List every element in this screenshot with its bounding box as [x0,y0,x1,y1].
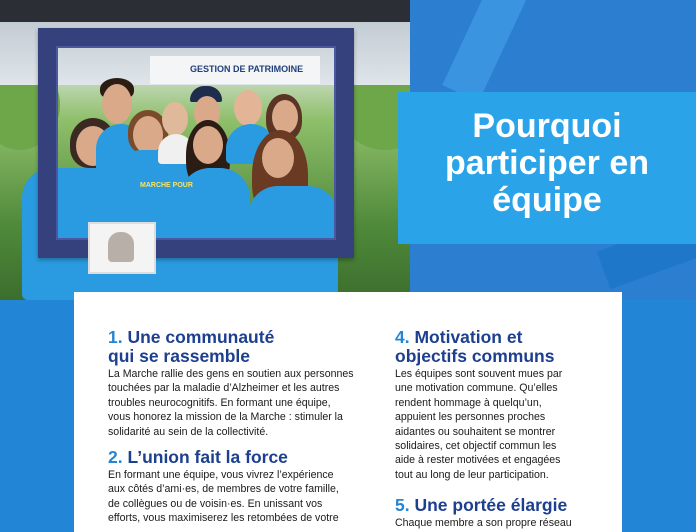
section-heading [108,448,373,467]
section-number: 4. [395,327,410,347]
section-heading [395,496,595,515]
body-line: appuient les personnes proches [395,411,546,424]
title-line: équipe [492,181,602,219]
section-body [395,516,595,530]
section-union [108,448,373,526]
decorative-stripe [442,0,537,102]
body-line: une motivation commune. Qu’elles [395,382,558,395]
body-line: La Marche rallie des gens en soutien aux personnes [108,368,354,380]
team-photo [0,0,410,300]
section-motivation [395,328,595,482]
section-number: 2. [108,447,123,468]
body-line: solidarité au sein de la collectivité. [108,425,269,438]
right-column [395,328,595,531]
section-body [395,367,595,482]
body-line: rendent hommage à quelqu’un, [395,396,542,409]
body-line: efforts, vous maximiserez les retombées de votre [108,512,339,525]
body-line: aide à rester motivées et engagées [395,454,561,467]
heading-line: Une communauté [127,327,275,347]
section-number: 5. [395,495,410,516]
section-heading [108,328,373,366]
body-line: En formant une équipe, vous vivrez l’expérience [108,469,334,482]
section-number: 1. [108,327,123,347]
section-community [108,328,373,439]
body-line: de collègues ou de voisin·es. En unissant vos [108,497,323,510]
body-line: tout au long de leur participation. [395,468,549,481]
title-line: Pourquoi [472,107,622,145]
section-body [108,468,373,526]
body-line: Les équipes sont souvent mues par [395,368,563,380]
photo-frame-prop [38,28,354,258]
tent-top-band [0,0,410,22]
left-column [108,328,373,526]
heading-line: Une portée élargie [414,495,568,516]
page-title [398,108,696,219]
heading-line: qui se rassemble [108,346,251,366]
heading-line: objectifs communs [395,346,555,366]
held-photograph [88,222,156,274]
title-line: participer en [444,144,650,182]
body-line: aux côtés d’ami·es, de membres de votre famille, [108,483,339,496]
heading-line: L’union fait la force [127,447,288,468]
section-reach [395,496,595,530]
shirt-print: MARCHE POUR [140,182,193,189]
body-line: Chaque membre a son propre réseau [395,517,572,530]
body-line: vous honorez la mission de la Marche : stimuler la [108,411,343,424]
banner-text: GESTION DE PATRIMOINE [190,64,304,74]
section-body [108,367,373,439]
body-line: troubles neurocognitifs. En formant une équipe, [108,396,331,409]
section-heading [395,328,595,366]
heading-line: Motivation et [414,327,523,347]
body-line: aidantes ou souhaitent se montrer [395,425,556,438]
body-line: solidaires, cet objectif commun les [395,440,557,453]
body-line: touchées par la maladie d’Alzheimer et les autres [108,382,340,395]
